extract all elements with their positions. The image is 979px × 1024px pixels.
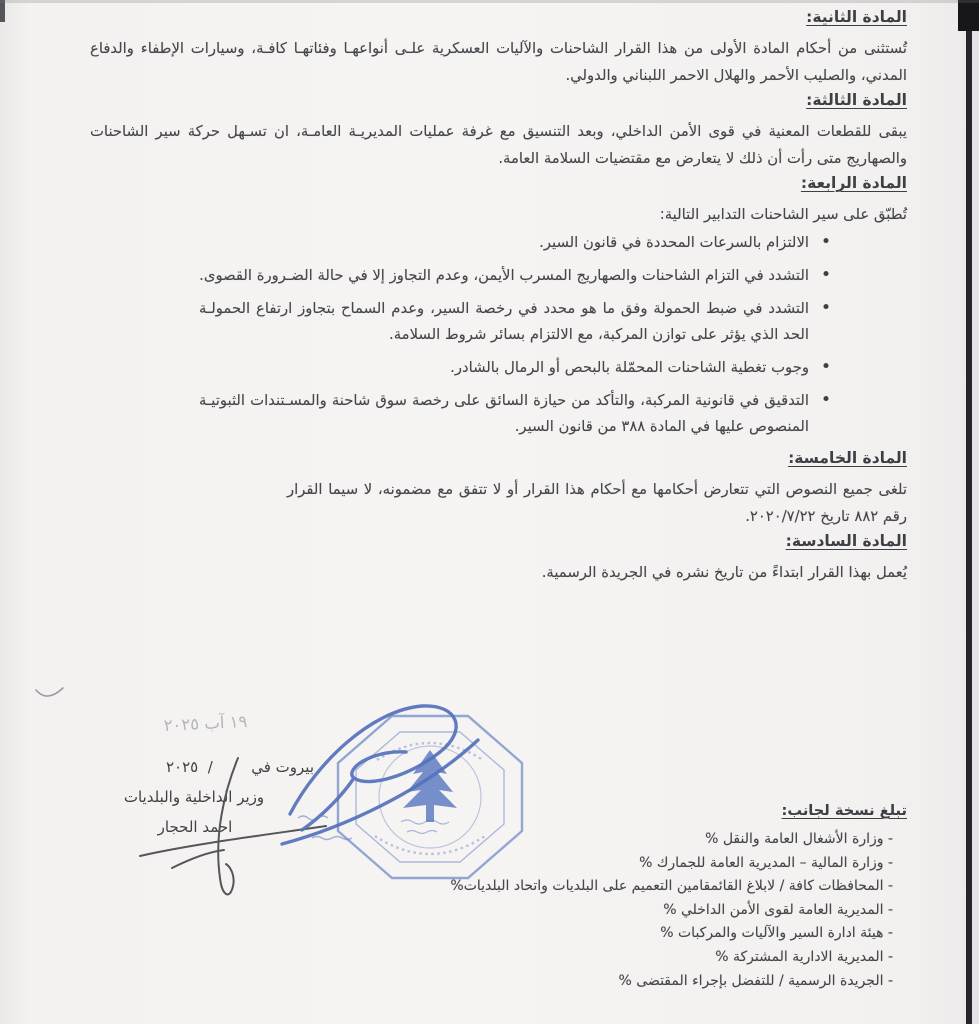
distribution-item: - المديرية العامة لقوى الأمن الداخلي % — [663, 901, 893, 918]
stray-pen-mark — [33, 684, 67, 704]
measure-item: • التشدد في ضبط الحمولة وفق ما هو محدد في رخصة السير، وعدم السماح بتجاوز ارتفاع الحمولـة الحد الذي يؤثر على توازن المركبة، مع الالتزام بسائر شروط السلامة. — [199, 296, 809, 348]
article-3-heading: المادة الثالثة: — [806, 91, 907, 109]
distribution-items — [347, 828, 907, 993]
received-date-stamp: ١٩ آب ٢٠٢٥ — [163, 711, 248, 736]
article-6-text: يُعمل بهذا القرار ابتداءً من تاريخ نشره في الجريدة الرسمية. — [541, 564, 907, 581]
distribution-item: - هيئة ادارة السير والآليات والمركبات % — [660, 925, 893, 942]
article-4-measures-list — [90, 230, 907, 440]
article-2-text: تُستثنى من أحكام المادة الأولى من هذا القرار الشاحنات والآليات العسكرية علـى أنواعهـا وفئاتهـا كافـة، وسيارات الإطفاء والدفاع المدني، والصليب الأحمر والهلال الاحمر اللبناني والدولي. — [90, 40, 907, 84]
distribution-item: - المحافظات كافة / لابلاغ القائمقامين التعميم على البلديات واتحاد البلديات% — [450, 878, 893, 895]
measure-item: • التدقيق في قانونية المركبة، والتأكد من حيازة السائق على رخصة سوق شاحنة والمسـتندات الثبوتيـة المنصوص عليها في المادة ٣٨٨ من قانون السير. — [199, 388, 809, 440]
distribution-list-block — [347, 802, 907, 993]
measure-item: • التشدد في التزام الشاحنات والصهاريج المسرب الأيمن، وعدم التجاوز إلا في حالة الضـرورة القصوى. — [199, 263, 809, 289]
article-5-text: تلغى جميع النصوص التي تتعارض أحكامها مع أحكام هذا القرار أو لا تتفق مع مضمونه، لا سيما القرار رقم ٨٨٢ تاريخ ٢٠٢٠/٧/٢٢. — [287, 481, 907, 525]
article-4-intro: تُطبّق على سير الشاحنات التدابير التالية: — [659, 206, 907, 223]
distribution-item: - وزارة المالية – المديرية العامة للجمارك % — [639, 854, 893, 871]
distribution-item: - وزارة الأشغال العامة والنقل % — [705, 831, 893, 847]
distribution-heading: تبلغ نسخة لجانب: — [781, 802, 907, 819]
minister-name: احمد الحجار — [157, 818, 233, 836]
place-date-line: بيروت في / / ٢٠٢٥ — [165, 758, 314, 776]
article-4-heading: المادة الرابعة: — [800, 174, 907, 192]
distribution-item: - الجريدة الرسمية / للتفضل بإجراء المقتضى % — [618, 972, 893, 989]
measure-item: • الالتزام بالسرعات المحددة في قانون السير. — [199, 230, 809, 256]
minister-title: وزير الداخلية والبلديات — [123, 788, 265, 806]
measure-item: • وجوب تغطية الشاحنات المحمّلة بالبحص أو الرمال بالشادر. — [199, 355, 809, 381]
signature-and-distribution-section — [0, 672, 979, 1024]
article-2-heading: المادة الثانية: — [806, 8, 907, 26]
article-3-text: يبقى للقطعات المعنية في قوى الأمن الداخلي، وبعد التنسيق مع غرفة عمليات المديريـة العامـة، ان تسـهل حركة سير الشاحنات والصهاريج متى رأت أن ذلك لا يتعارض مع مقتضيات السلامة العامة. — [90, 123, 907, 167]
distribution-item: - المديرية الادارية المشتركة % — [715, 948, 893, 965]
article-5-heading: المادة الخامسة: — [788, 449, 907, 467]
article-6-heading: المادة السادسة: — [785, 532, 907, 550]
